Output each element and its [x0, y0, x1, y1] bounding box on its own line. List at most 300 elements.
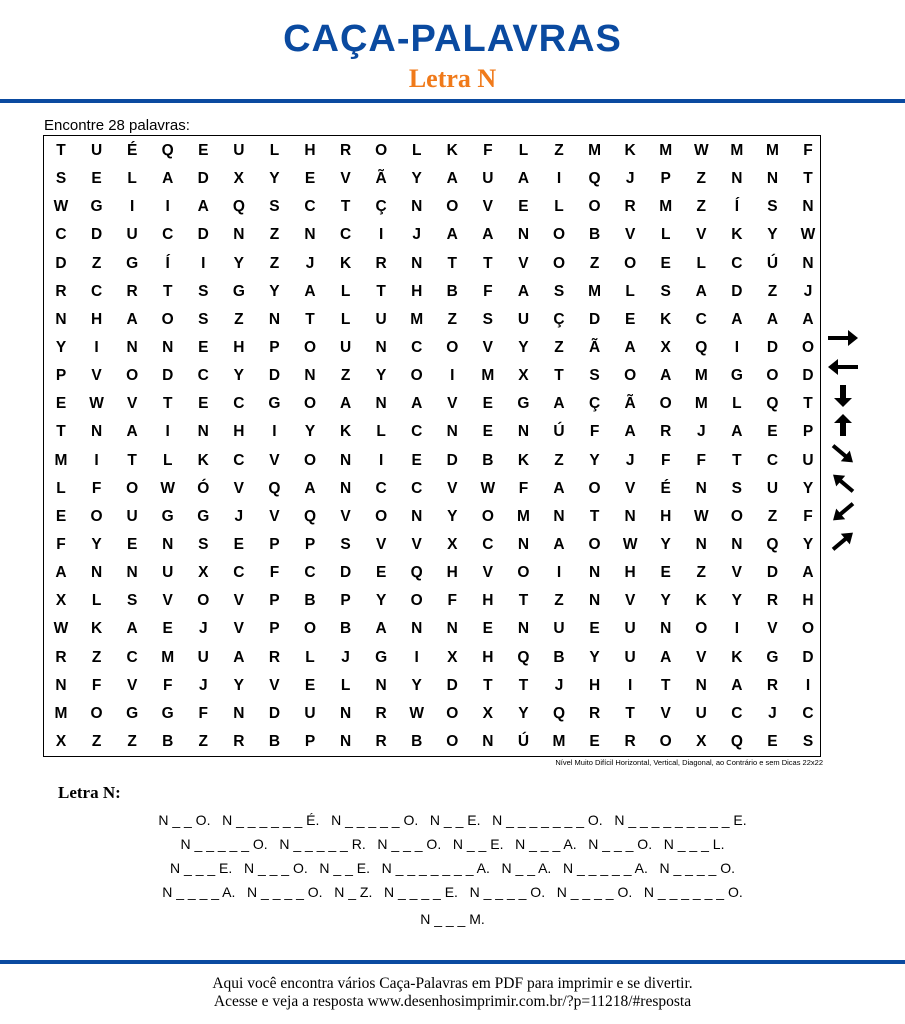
- grid-cell: V: [696, 226, 707, 244]
- grid-cell: Z: [767, 507, 778, 525]
- grid-cell: N: [233, 704, 245, 722]
- grid-cell: M: [161, 648, 175, 666]
- grid-cell: C: [197, 367, 209, 385]
- grid-cell: O: [695, 620, 708, 638]
- grid-cell: S: [269, 198, 280, 216]
- grid-cell: N: [695, 479, 707, 497]
- grid-cell: J: [341, 648, 350, 666]
- grid-cell: G: [126, 704, 139, 722]
- grid-cell: S: [198, 282, 209, 300]
- grid-cell: M: [765, 142, 779, 159]
- grid-cell: D: [339, 564, 352, 582]
- grid-cell: R: [233, 733, 245, 750]
- grid-cell: R: [588, 704, 601, 722]
- grid-cell: Ã: [588, 339, 601, 356]
- grid-cell: C: [766, 451, 779, 469]
- grid-cell: K: [90, 620, 103, 638]
- grid-cell: N: [766, 170, 779, 188]
- grid-cell: V: [269, 507, 280, 525]
- grid-cell: I: [378, 226, 384, 244]
- grid-cell: Z: [91, 254, 102, 272]
- grid-cell: C: [411, 423, 423, 441]
- grid-cell: P: [660, 170, 671, 188]
- grid-cell: J: [625, 170, 635, 188]
- grid-cell: D: [766, 564, 779, 582]
- grid-cell: I: [556, 564, 562, 582]
- grid-cell: E: [304, 676, 316, 694]
- grid-cell: O: [303, 339, 317, 356]
- grid-cell: E: [162, 620, 173, 638]
- grid-cell: L: [340, 676, 351, 694]
- grid-cell: V: [340, 170, 351, 188]
- grid-cell: Z: [554, 339, 564, 356]
- grid-cell: O: [446, 198, 459, 216]
- grid-cell: S: [340, 536, 351, 553]
- grid-cell: C: [55, 226, 67, 244]
- grid-cell: C: [411, 339, 423, 356]
- grid-cell: U: [553, 620, 565, 638]
- grid-cell: V: [233, 479, 245, 497]
- grid-cell: O: [766, 367, 779, 385]
- grid-cell: V: [162, 592, 173, 610]
- grid-cell: U: [126, 507, 138, 525]
- grid-cell: A: [731, 310, 743, 328]
- grid-cell: A: [517, 282, 530, 300]
- grid-cell: F: [91, 676, 102, 694]
- grid-cell: V: [482, 564, 494, 582]
- grid-cell: U: [802, 451, 814, 469]
- grid-cell: Y: [447, 507, 458, 525]
- grid-cell: D: [446, 676, 458, 694]
- grid-cell: N: [517, 620, 530, 638]
- grid-cell: Q: [303, 507, 317, 525]
- grid-cell: M: [588, 282, 602, 300]
- grid-cell: U: [624, 648, 636, 666]
- grid-cell: E: [198, 142, 209, 159]
- grid-cell: I: [414, 648, 419, 666]
- grid-cell: Y: [411, 676, 422, 694]
- grid-cell: I: [378, 451, 384, 469]
- grid-cell: R: [55, 282, 67, 300]
- grid-cell: J: [412, 226, 422, 244]
- down-right-arrow-icon: [826, 442, 860, 466]
- grid-cell: N: [411, 198, 423, 216]
- grid-cell: I: [734, 339, 739, 356]
- grid-cell: N: [517, 226, 530, 244]
- grid-cell: A: [731, 423, 743, 441]
- grid-cell: J: [305, 254, 315, 272]
- grid-cell: Q: [517, 648, 530, 666]
- grid-cell: N: [517, 423, 530, 441]
- grid-cell: O: [126, 367, 139, 385]
- grid-cell: T: [554, 367, 564, 385]
- grid-cell: Q: [410, 564, 423, 582]
- grid-cell: O: [588, 479, 601, 497]
- grid-cell: N: [802, 198, 814, 216]
- grid-cell: A: [553, 479, 565, 497]
- grid-cell: T: [56, 423, 66, 441]
- grid-cell: K: [339, 254, 352, 272]
- grid-cell: F: [483, 142, 493, 159]
- grid-cell: T: [127, 451, 137, 469]
- clue-line-5: N _ _ _ M.: [420, 911, 485, 927]
- grid-cell: T: [732, 451, 742, 469]
- grid-cell: K: [731, 648, 743, 666]
- grid-cell: E: [55, 507, 67, 525]
- grid-cell: A: [517, 170, 530, 188]
- grid-cell: V: [731, 564, 743, 582]
- grid-cell: A: [446, 226, 458, 244]
- grid-cell: I: [805, 676, 811, 694]
- grid-cell: M: [516, 507, 530, 525]
- grid-cell: I: [734, 620, 739, 638]
- grid-cell: L: [625, 282, 635, 300]
- grid-cell: M: [588, 142, 602, 159]
- grid-cell: I: [627, 676, 633, 694]
- grid-cell: N: [731, 170, 743, 188]
- grid-cell: X: [447, 536, 458, 553]
- grid-cell: A: [55, 564, 67, 582]
- grid-cell: T: [376, 282, 386, 300]
- grid-cell: Y: [411, 170, 422, 188]
- grid-cell: N: [446, 423, 458, 441]
- grid-cell: R: [126, 282, 138, 300]
- grid-cell: Y: [518, 339, 529, 356]
- grid-cell: H: [233, 339, 245, 356]
- grid-cell: E: [767, 423, 778, 441]
- grid-cell: O: [624, 367, 637, 385]
- grid-cell: O: [126, 479, 139, 497]
- grid-cell: Z: [589, 254, 600, 272]
- grid-cell: L: [660, 226, 671, 244]
- grid-cell: G: [730, 367, 743, 385]
- grid-cell: P: [269, 620, 280, 638]
- grid-cell: F: [803, 142, 813, 159]
- grid-cell: O: [410, 367, 423, 385]
- grid-cell: I: [94, 339, 99, 356]
- grid-cell: O: [481, 507, 494, 525]
- grid-cell: W: [53, 198, 69, 216]
- grid-cell: V: [269, 676, 280, 694]
- grid-cell: N: [411, 620, 423, 638]
- grid-cell: A: [802, 564, 814, 582]
- grid-cell: N: [55, 676, 67, 694]
- grid-cell: N: [197, 423, 209, 441]
- grid-cell: M: [659, 142, 673, 159]
- grid-cell: Z: [198, 733, 209, 750]
- grid-cell: Q: [695, 339, 708, 356]
- grid-cell: O: [659, 395, 672, 413]
- grid-cell: V: [767, 620, 778, 638]
- grid-cell: V: [411, 536, 422, 553]
- grid-cell: N: [126, 339, 138, 356]
- grid-cell: T: [483, 676, 493, 694]
- grid-cell: C: [233, 451, 245, 469]
- grid-cell: U: [304, 704, 316, 722]
- grid-cell: W: [160, 479, 176, 497]
- grid-cell: E: [304, 170, 316, 188]
- grid-cell: U: [90, 142, 103, 159]
- grid-cell: A: [695, 282, 707, 300]
- grid-cell: B: [553, 648, 565, 666]
- grid-cell: T: [483, 254, 493, 272]
- grid-cell: C: [731, 704, 743, 722]
- grid-cell: Í: [734, 198, 739, 216]
- grid-cell: H: [482, 592, 494, 610]
- grid-cell: T: [162, 395, 173, 413]
- grid-cell: X: [660, 339, 671, 356]
- grid-cell: I: [272, 423, 277, 441]
- grid-cell: O: [161, 310, 174, 328]
- grid-cell: B: [411, 733, 423, 750]
- grid-cell: X: [198, 564, 209, 582]
- grid-cell: S: [660, 282, 671, 300]
- grid-cell: N: [375, 339, 387, 356]
- grid-cell: A: [553, 395, 565, 413]
- grid-cell: E: [482, 395, 494, 413]
- grid-cell: U: [766, 479, 779, 497]
- grid-cell: T: [803, 395, 813, 413]
- grid-cell: T: [447, 254, 458, 272]
- grid-cell: E: [660, 564, 671, 582]
- grid-cell: J: [803, 282, 813, 300]
- grid-cell: C: [233, 395, 245, 413]
- grid-cell: A: [624, 339, 636, 356]
- grid-cell: E: [589, 733, 600, 750]
- grid-cell: S: [731, 479, 743, 497]
- clue-line-2: N _ _ _ _ _ O. N _ _ _ _ _ R. N _ _ _ O. N _ _ E. N _ _ _ A. N _ _ _ O. N _ _ _ L.: [180, 836, 725, 852]
- grid-cell: A: [126, 423, 138, 441]
- grid-cell: I: [94, 451, 99, 469]
- grid-cell: V: [126, 395, 138, 413]
- grid-cell: O: [517, 564, 530, 582]
- grid-cell: P: [304, 733, 316, 750]
- grid-cell: G: [268, 395, 281, 413]
- grid-cell: F: [589, 423, 600, 441]
- clue-line-4: N _ _ _ _ A. N _ _ _ _ O. N _ Z. N _ _ _ _ E. N _ _ _ _ O. N _ _ _ _ O. N _ _ _ _ _ _ O.: [162, 884, 743, 900]
- grid-cell: A: [660, 648, 672, 666]
- grid-cell: N: [446, 620, 458, 638]
- grid-cell: L: [340, 282, 351, 300]
- grid-cell: É: [660, 479, 671, 497]
- grid-cell: N: [375, 395, 387, 413]
- grid-cell: Y: [375, 592, 387, 610]
- grid-cell: W: [622, 536, 638, 553]
- grid-cell: N: [517, 536, 530, 553]
- grid-cell: A: [339, 395, 352, 413]
- grid-cell: M: [552, 733, 566, 750]
- grid-cell: X: [55, 733, 67, 750]
- grid-cell: S: [802, 733, 814, 750]
- grid-cell: S: [767, 198, 778, 216]
- grid-cell: Z: [269, 226, 280, 244]
- grid-cell: P: [55, 367, 67, 385]
- grid-cell: D: [90, 226, 103, 244]
- grid-cell: H: [411, 282, 423, 300]
- grid-cell: Z: [269, 254, 280, 272]
- grid-cell: F: [56, 536, 66, 553]
- grid-cell: Y: [269, 282, 280, 300]
- grid-cell: Ú: [766, 254, 779, 272]
- grid-cell: S: [198, 310, 209, 328]
- grid-cell: L: [518, 142, 529, 159]
- grid-cell: Ã: [624, 395, 636, 413]
- grid-cell: A: [126, 310, 138, 328]
- grid-cell: K: [197, 451, 209, 469]
- down-arrow-icon: [826, 384, 860, 408]
- grid-cell: V: [340, 507, 351, 525]
- grid-cell: E: [589, 620, 600, 638]
- grid-cell: Y: [269, 170, 280, 188]
- grid-cell: T: [56, 142, 66, 159]
- grid-cell: B: [268, 733, 281, 750]
- grid-cell: N: [411, 254, 423, 272]
- grid-cell: N: [339, 704, 352, 722]
- grid-cell: F: [269, 564, 280, 582]
- grid-cell: V: [233, 592, 245, 610]
- grid-cell: T: [305, 310, 315, 328]
- grid-cell: G: [90, 198, 103, 216]
- grid-cell: F: [483, 282, 493, 300]
- grid-cell: I: [165, 198, 170, 216]
- grid-cell: R: [268, 648, 281, 666]
- grid-cell: D: [731, 282, 743, 300]
- bottom-divider: [0, 960, 905, 964]
- grid-cell: O: [588, 536, 601, 553]
- grid-cell: Y: [660, 592, 671, 610]
- grid-cell: O: [303, 451, 317, 469]
- grid-cell: A: [197, 198, 209, 216]
- grid-cell: I: [556, 170, 562, 188]
- grid-cell: N: [126, 564, 138, 582]
- grid-cell: D: [197, 170, 209, 188]
- grid-cell: H: [446, 564, 458, 582]
- clue-line-1: N _ _ O. N _ _ _ _ _ _ É. N _ _ _ _ _ O. N _ _ E. N _ _ _ _ _ _ _ O. N _ _ _ _ _ _ _ _ _ E.: [158, 812, 747, 828]
- grid-cell: C: [802, 704, 814, 722]
- grid-cell: M: [730, 142, 744, 159]
- grid-cell: D: [55, 254, 67, 272]
- grid-cell: N: [588, 592, 601, 610]
- grid-cell: M: [54, 451, 68, 469]
- grid-cell: N: [339, 733, 352, 750]
- grid-cell: R: [624, 198, 636, 216]
- direction-legend: [826, 326, 862, 558]
- grid-cell: V: [91, 367, 102, 385]
- grid-cell: Y: [589, 451, 600, 469]
- grid-cell: N: [802, 254, 814, 272]
- grid-cell: L: [376, 423, 386, 441]
- grid-cell: L: [696, 254, 707, 272]
- grid-cell: A: [304, 479, 316, 497]
- grid-cell: E: [91, 170, 102, 188]
- grid-cell: W: [89, 395, 104, 413]
- grid-cell: H: [90, 310, 103, 328]
- grid-cell: X: [696, 733, 707, 750]
- grid-cell: V: [624, 592, 636, 610]
- grid-cell: V: [375, 536, 387, 553]
- grid-cell: J: [696, 423, 706, 441]
- grid-cell: O: [659, 733, 672, 750]
- clue-line-3: N _ _ _ E. N _ _ _ O. N _ _ E. N _ _ _ _ _ _ _ A. N _ _ A. N _ _ _ _ _ A. N _ _ _ _ O.: [170, 860, 735, 876]
- grid-cell: P: [802, 423, 814, 441]
- grid-cell: G: [161, 507, 174, 525]
- grid-cell: O: [446, 339, 459, 356]
- level-note: Nível Muito Difícil Horizontal, Vertical, Diagonal, ao Contrário e sem Dicas 22x22: [555, 758, 823, 767]
- grid-cell: Y: [375, 367, 387, 385]
- grid-cell: L: [411, 142, 422, 159]
- grid-cell: O: [375, 142, 388, 159]
- grid-cell: P: [269, 339, 280, 356]
- grid-cell: V: [660, 704, 671, 722]
- grid-cell: W: [53, 620, 69, 638]
- grid-cell: N: [660, 620, 672, 638]
- grid-cell: V: [624, 479, 636, 497]
- grid-cell: V: [447, 395, 458, 413]
- grid-cell: O: [90, 704, 103, 722]
- grid-cell: N: [304, 226, 316, 244]
- grid-cell: D: [268, 367, 281, 385]
- grid-cell: S: [126, 592, 138, 610]
- grid-cell: G: [197, 507, 210, 525]
- grid-cell: N: [233, 226, 245, 244]
- grid-cell: D: [268, 704, 281, 722]
- grid-cell: K: [731, 226, 743, 244]
- grid-cell: Q: [730, 733, 743, 750]
- grid-cell: A: [304, 282, 316, 300]
- grid-cell: A: [233, 648, 245, 666]
- grid-cell: Y: [233, 254, 245, 272]
- grid-cell: Ç: [375, 198, 387, 216]
- grid-cell: U: [339, 339, 352, 356]
- grid-cell: Z: [91, 733, 102, 750]
- grid-cell: U: [695, 704, 707, 722]
- grid-cell: Y: [304, 423, 316, 441]
- grid-cell: C: [162, 226, 174, 244]
- grid-cell: O: [552, 226, 566, 244]
- grid-cell: O: [303, 395, 317, 413]
- footer-line-2: Acesse e veja a resposta www.desenhosimprimir.com.br/?p=11218/#resposta: [213, 993, 692, 1010]
- grid-cell: U: [375, 310, 387, 328]
- grid-cell: Z: [447, 310, 458, 328]
- grid-cell: Z: [554, 451, 564, 469]
- grid-cell: D: [766, 339, 779, 356]
- grid-cell: S: [55, 170, 67, 188]
- grid-cell: O: [375, 507, 388, 525]
- grid-cell: R: [55, 648, 67, 666]
- grid-cell: Ã: [375, 170, 387, 188]
- grid-cell: E: [375, 564, 387, 582]
- grid-cell: S: [198, 536, 209, 553]
- grid-cell: C: [731, 254, 743, 272]
- grid-cell: F: [91, 479, 102, 497]
- grid-cell: G: [126, 254, 139, 272]
- grid-cell: X: [482, 704, 494, 722]
- grid-cell: C: [126, 648, 138, 666]
- grid-cell: Ú: [517, 733, 530, 750]
- grid-cell: S: [589, 367, 600, 385]
- grid-cell: P: [269, 536, 280, 553]
- grid-cell: I: [165, 423, 170, 441]
- up-left-arrow-icon: [826, 471, 860, 495]
- grid-cell: B: [588, 226, 601, 244]
- grid-cell: V: [696, 648, 707, 666]
- grid-cell: A: [802, 310, 814, 328]
- grid-cell: Y: [233, 676, 245, 694]
- grid-cell: L: [127, 170, 137, 188]
- grid-cell: Y: [55, 339, 67, 356]
- grid-cell: M: [481, 367, 495, 385]
- grid-cell: Ç: [588, 395, 601, 413]
